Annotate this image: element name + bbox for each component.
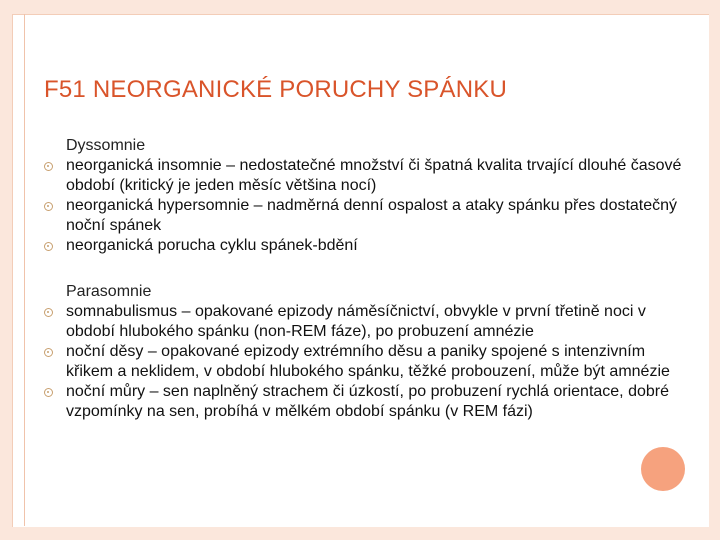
list-item-text: noční můry – sen naplněný strachem či úzkostí, po probuzení rychlá orientace, dobré vzpomínky na sen, probíhá v mělkém období spánku (v REM fázi) — [66, 383, 669, 420]
list-item — [44, 302, 684, 342]
section-heading: Dyssomnie — [66, 137, 146, 154]
list-item-text: neorganická insomnie – nedostatečné množství či špatná kvalita trvající dlouhé časové období (kritický je jeden měsíc většina nocí) — [66, 157, 682, 194]
slide-title: F51 NEORGANICKÉ PORUCHY SPÁNKU — [44, 76, 507, 103]
circle-bullet-icon — [44, 348, 53, 357]
list-item — [44, 382, 684, 422]
slide-content — [44, 136, 684, 422]
list-item — [44, 342, 684, 382]
section-parasomnie — [44, 282, 684, 422]
orange-circle-icon — [641, 447, 685, 491]
list-item — [44, 156, 684, 196]
list-item — [44, 236, 684, 256]
list-item-text: noční děsy – opakované epizody extrémního děsu a paniky spojené s intenzivním křikem a neklidem, v období hlubokého spánku, těžké probouzení, může být amnézie — [66, 343, 670, 380]
circle-bullet-icon — [44, 388, 53, 397]
section-spacer — [44, 256, 684, 282]
circle-bullet-icon — [44, 308, 53, 317]
list-item — [44, 196, 684, 236]
circle-bullet-icon — [44, 242, 53, 251]
list-item-text: neorganická porucha cyklu spánek-bdění — [66, 237, 358, 254]
circle-bullet-icon — [44, 162, 53, 171]
list-item-text: somnabulismus – opakované epizody náměsíčnictví, obvykle v první třetině noci v období hlubokého spánku (non-REM fáze), po probuzení amnézie — [66, 303, 646, 340]
list-item-text: neorganická hypersomnie – nadměrná denní ospalost a ataky spánku přes dostatečný noční spánek — [66, 197, 678, 234]
section-heading: Parasomnie — [66, 283, 152, 300]
circle-bullet-icon — [44, 202, 53, 211]
section-dyssomnie — [44, 136, 684, 256]
side-rule — [24, 14, 25, 526]
